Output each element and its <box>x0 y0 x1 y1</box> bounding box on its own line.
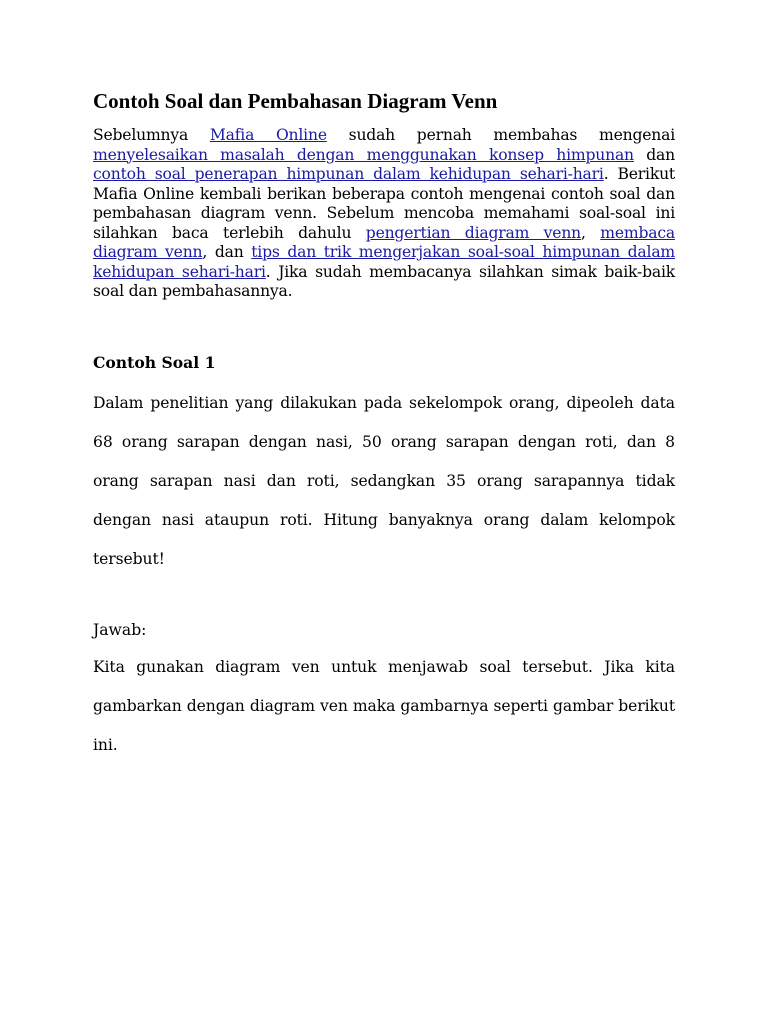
intro-text-7: . Jika sudah membacanya silahkan simak baik-baik soal dan pembahasannya. <box>93 262 676 300</box>
link-mafia-online[interactable]: Mafia Online <box>209 126 327 144</box>
intro-text-2: sudah pernah membahas mengenai <box>326 126 676 144</box>
page-title: Contoh Soal dan Pembahasan Diagram Venn <box>93 89 498 113</box>
link-pengertian-diagram-venn[interactable]: pengertian diagram venn <box>365 223 581 242</box>
intro-paragraph <box>93 126 675 302</box>
link-membaca-diagram-venn[interactable]: membaca diagram venn <box>93 223 675 261</box>
link-tips-dan-trik[interactable]: tips dan trik mengerjakan soal-soal himpunan dalam kehidupan sehari-hari <box>93 243 676 281</box>
jawab-label: Jawab: <box>93 621 147 639</box>
soal-1-text: Dalam penelitian yang dilakukan pada sekelompok orang, dipeoleh data 68 orang sarapan dengan nasi, 50 orang sarapan dengan roti, dan 8 orang sarapan nasi dan roti, sedangkan 35 orang sarapannya tidak dengan nasi ataupun roti. Hitung banyaknya orang dalam kelompok tersebut! <box>93 394 675 568</box>
link-contoh-soal-penerapan[interactable]: contoh soal penerapan himpunan dalam kehidupan sehari-hari <box>93 165 604 183</box>
intro-text-3: dan <box>633 145 675 164</box>
soal-1-heading: Contoh Soal 1 <box>93 353 216 372</box>
intro-text-1: Sebelumnya <box>93 126 210 144</box>
intro-text-5: , <box>581 223 601 242</box>
intro-text-4: . Berikut Mafia Online kembali berikan beberapa contoh mengenai contoh soal dan pembahasan diagram venn. Sebelum mencoba memahami soal-soal ini silahkan baca terlebih dahulu <box>93 165 675 242</box>
jawab-text: Kita gunakan diagram ven untuk menjawab soal tersebut. Jika kita gambarkan dengan diagram ven maka gambarnya seperti gambar berikut ini. <box>93 658 675 754</box>
intro-text-6: , dan <box>202 243 252 261</box>
link-menyelesaikan-masalah[interactable]: menyelesaikan masalah dengan menggunakan konsep himpunan <box>93 145 634 164</box>
